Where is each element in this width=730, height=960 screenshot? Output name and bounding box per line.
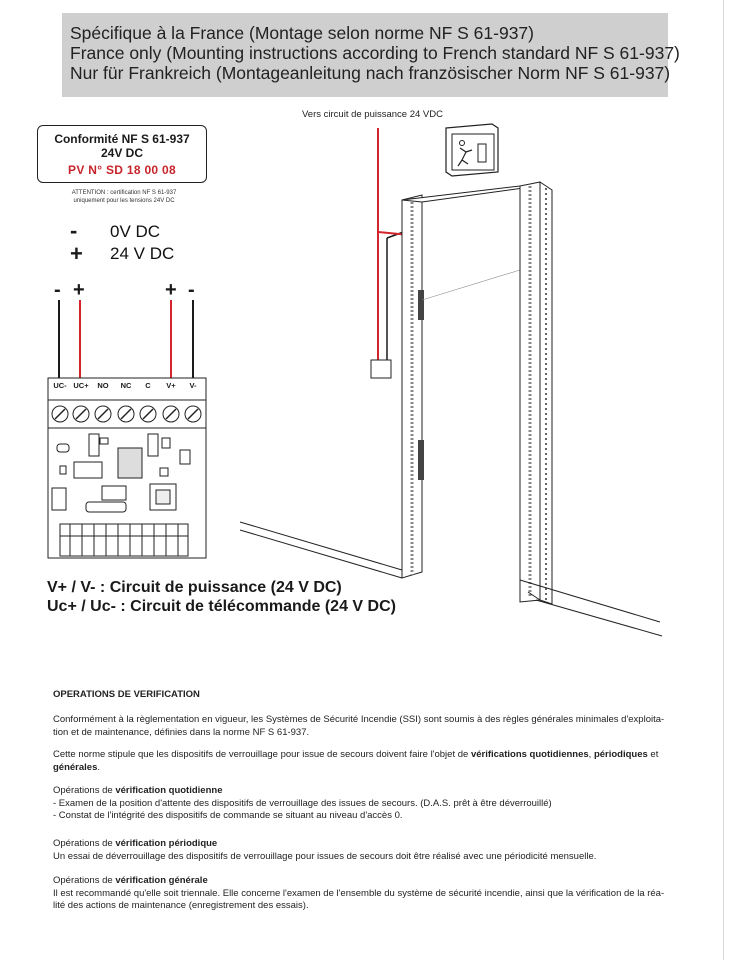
remote-circuit-label: Uc+ / Uc- : Circuit de télécommande (24 V DC) [47,598,396,615]
junction-box [371,360,391,378]
wire-sign-left-minus: - [54,279,61,301]
conformity-pv: PV N° SD 18 00 08 [68,163,176,177]
operations-norme [53,749,683,774]
header-line-fr: Spécifique à la France (Montage selon norme NF S 61-937) [70,23,534,43]
periodic-title: vérification périodique [115,838,218,849]
general-item-1: Il est recommandé qu'elle soit triennale. Elle concerne l'examen de l'ensemble du système de sécurité incendie, ainsi que la vérification de la réa- [53,887,665,899]
power-circuit-label: V+ / V- : Circuit de puissance (24 V DC) [47,579,342,596]
legend-plus-label: 24 V DC [110,244,175,263]
intro-line-1: Conformément à la règlementation en vigueur, les Systèmes de Sécurité Incendie (SSI) sont soumis à des règles générales minimales d'exploita- [53,714,665,725]
terminal-label-c: C [145,381,151,390]
legend-minus-label: 0V DC [110,222,161,241]
wire-sign-left-plus: + [73,279,85,301]
legend-minus-sign: - [70,218,78,243]
emergency-exit-sign-icon [446,124,498,176]
terminal-label-no: NO [97,381,109,390]
general-section [53,875,683,913]
conformity-title: Conformité NF S 61-937 [54,132,190,146]
wire-sign-right-minus: - [188,279,195,301]
periodic-item-1: Un essai de déverrouillage des dispositifs de verrouillage pour issues de secours doit être réalisé avec une périodicité mensuelle. [53,850,597,862]
legend-plus-sign: + [70,241,83,266]
operations-title: OPERATIONS DE VERIFICATION [53,689,200,700]
norme-periodic: périodiques [593,749,648,760]
attention-line-2: uniquement pour les tensions 24V DC [73,198,175,204]
attention-line-1: ATTENTION : certification NF S 61-937 [71,190,177,196]
conformity-voltage: 24V DC [100,146,144,160]
norme-daily: vérifications quotidiennes [470,749,589,760]
door-frame [240,182,662,636]
terminal-label-nc: NC [120,381,132,390]
terminal-label-uc-minus: UC- [53,381,67,390]
norme-sep-2: et [647,749,659,760]
header-line-de: Nur für Frankreich (Montageanleitung nach französischer Norm NF S 61-937) [70,63,671,83]
terminal-label-v-plus: V+ [166,381,176,390]
general-item-2: lité des actions de maintenance (enregistrement des essais). [53,900,309,911]
daily-title: vérification quotidienne [115,785,223,796]
page-edge [723,0,724,960]
norme-general: générales [53,761,98,773]
norme-text: Cette norme stipule que les dispositifs de verrouillage pour issue de secours doivent faire l'objet de [53,749,471,760]
general-prefix: Opérations de [53,875,116,886]
periodic-prefix: Opérations de [53,838,116,849]
control-board [48,378,206,558]
power-circuit-note: Vers circuit de puissance 24 VDC [302,109,443,120]
terminal-label-v-minus: V- [189,381,197,390]
operations-intro [53,714,683,739]
terminal-label-uc-plus: UC+ [73,381,89,390]
norme-end: . [97,761,101,773]
daily-section [53,785,683,823]
daily-prefix: Opérations de [53,785,116,796]
norme-sep-1: , [588,749,594,760]
wire-sign-right-plus: + [165,279,177,301]
periodic-section [53,838,683,863]
daily-item-1: - Examen de la position d'attente des dispositifs de verrouillage des issues de secours. (D.A.S. prêt à être déverrouillé) [53,797,552,809]
daily-item-2: - Constat de l'intégrité des dispositifs de commande se situant au niveau d'accès 0. [53,810,403,821]
general-title: vérification générale [115,875,208,886]
intro-line-2: tion et de maintenance, définies dans la norme NF S 61-937. [53,726,310,738]
header-line-en: France only (Mounting instructions according to French standard NF S 61-937) [70,43,680,63]
